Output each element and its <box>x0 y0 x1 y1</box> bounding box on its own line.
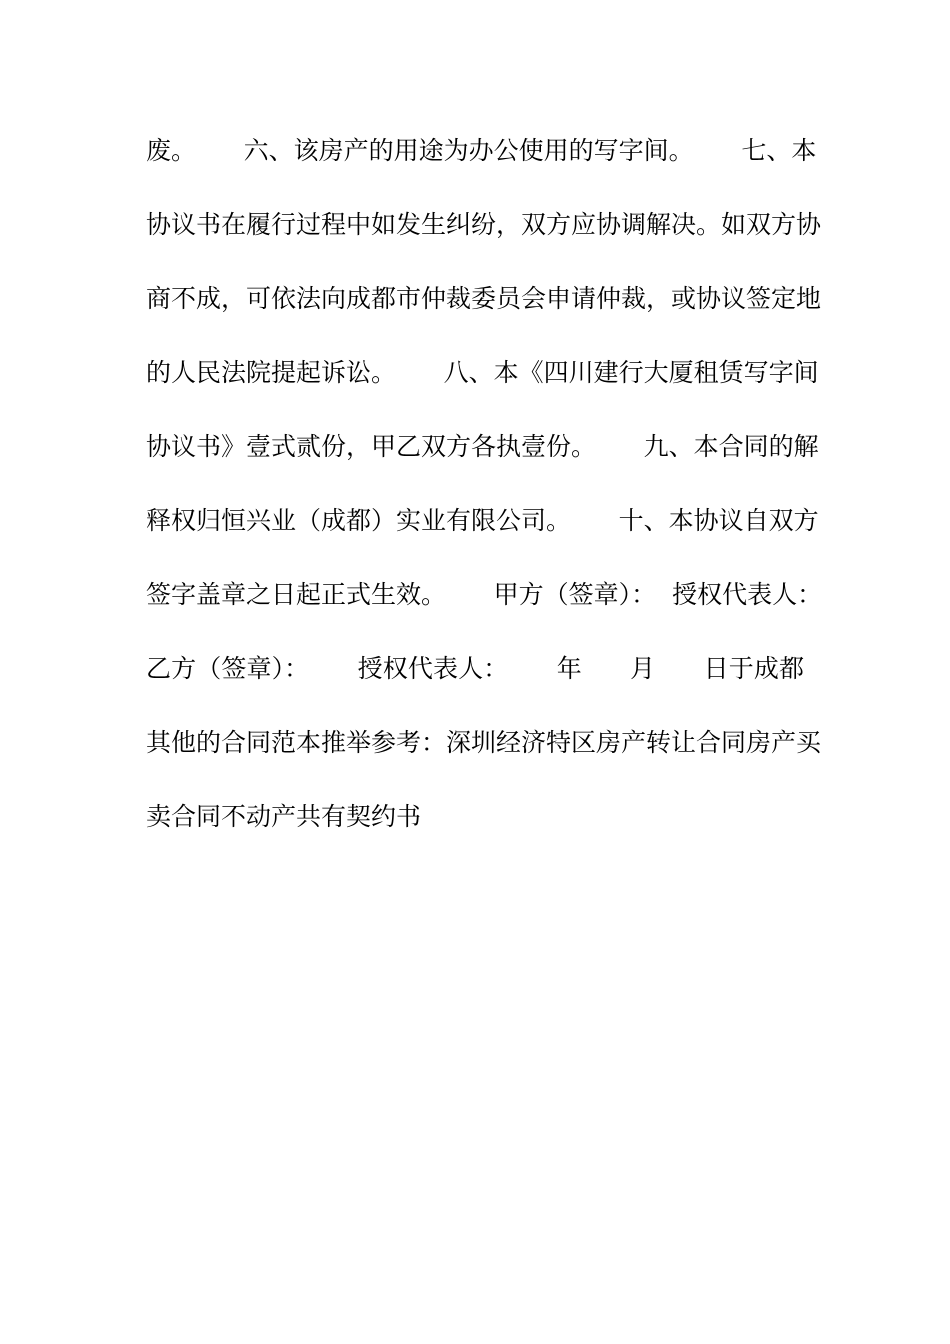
text-line: 废。 六、该房产的用途为办公使用的写字间。 七、本 <box>146 136 817 165</box>
text-line: 签字盖章之日起正式生效。 甲方（签章）： 授权代表人： <box>146 580 823 609</box>
document-body <box>146 127 823 867</box>
text-line: 的人民法院提起诉讼。 八、本《四川建行大厦租赁写字间 <box>146 358 819 387</box>
text-line: 乙方（签章）： 授权代表人： 年 月 日于成都 <box>146 654 804 683</box>
text-line: 卖合同不动产共有契约书 <box>146 802 422 831</box>
text-line: 其他的合同范本推举参考：深圳经济特区房产转让合同房产买 <box>146 728 822 757</box>
text-line: 协议书》壹式贰份，甲乙双方各执壹份。 九、本合同的解 <box>146 432 819 461</box>
text-line: 协议书在履行过程中如发生纠纷，双方应协调解决。如双方协 <box>146 210 822 239</box>
text-line: 商不成，可依法向成都市仲裁委员会申请仲裁，或协议签定地 <box>146 284 822 313</box>
text-line: 释权归恒兴业（成都）实业有限公司。 十、本协议自双方 <box>146 506 819 535</box>
